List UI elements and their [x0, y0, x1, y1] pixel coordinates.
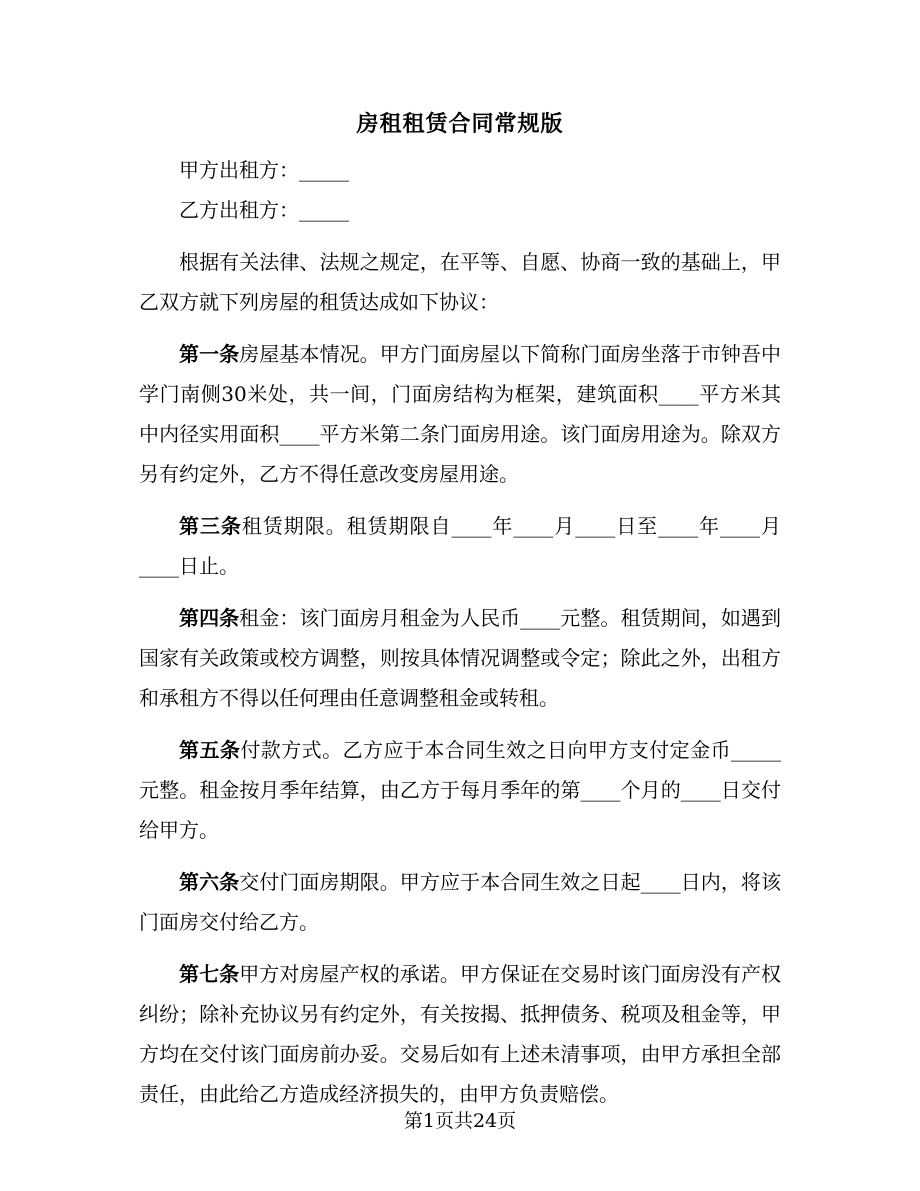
article-7-text: 甲方对房屋产权的承诺。甲方保证在交易时该门面房没有产权纠纷；除补充协议另有约定外，有关按揭、抵押债务、税项及租金等，甲方均在交付该门面房前办妥。交易后如有上述未清事项，由甲方承担全部责任，由此给乙方造成经济损失的，由甲方负责赔偿。 — [139, 962, 782, 1106]
article-5-label: 第五条 — [179, 738, 241, 762]
article-6-text: 交付门面房期限。甲方应于本合同生效之日起____日内，将该门面房交付给乙方。 — [139, 870, 782, 934]
article-1-text: 房屋基本情况。甲方门面房屋以下简称门面房坐落于市钟吾中学门南侧30米处，共一间，门面房结构为框架，建筑面积____平方米其中内径实用面积____平方米第二条门面房用途。该门面房用途为。除双方另有约定外，乙方不得任意改变房屋用途。 — [139, 342, 782, 486]
article-7-label: 第七条 — [179, 962, 240, 986]
intro-paragraph: 根据有关法律、法规之规定，在平等、自愿、协商一致的基础上，甲乙双方就下列房屋的租赁达成如下协议： — [139, 250, 781, 314]
article-6 — [139, 862, 781, 942]
article-4-text: 租金：该门面房月租金为人民币____元整。租赁期间，如遇到国家有关政策或校方调整，则按具体情况调整或令定；除此之外，出租方和承租方不得以任何理由任意调整租金或转租。 — [139, 606, 782, 710]
article-6-label: 第六条 — [179, 870, 240, 894]
article-3 — [139, 506, 781, 586]
article-4-label: 第四条 — [179, 606, 240, 630]
page-number: 第1页共24页 — [403, 1110, 517, 1132]
document-body — [139, 150, 781, 1114]
article-5-text: 付款方式。乙方应于本合同生效之日向甲方支付定金币_____元整。租金按月季年结算，由乙方于每月季年的第____个月的____日交付给甲方。 — [139, 738, 782, 842]
article-3-text: 租赁期限。租赁期限自____年____月____日至____年____月____日止。 — [139, 514, 782, 578]
article-7 — [139, 954, 781, 1114]
article-1-label: 第一条 — [179, 342, 240, 366]
article-1 — [139, 334, 781, 494]
article-3-label: 第三条 — [179, 514, 242, 538]
party-b-line: 乙方出租方：_____ — [179, 198, 349, 222]
article-5 — [139, 730, 781, 850]
party-a-line: 甲方出租方：_____ — [179, 158, 349, 182]
article-4 — [139, 598, 781, 718]
document-title: 房租租赁合同常规版 — [356, 111, 564, 137]
